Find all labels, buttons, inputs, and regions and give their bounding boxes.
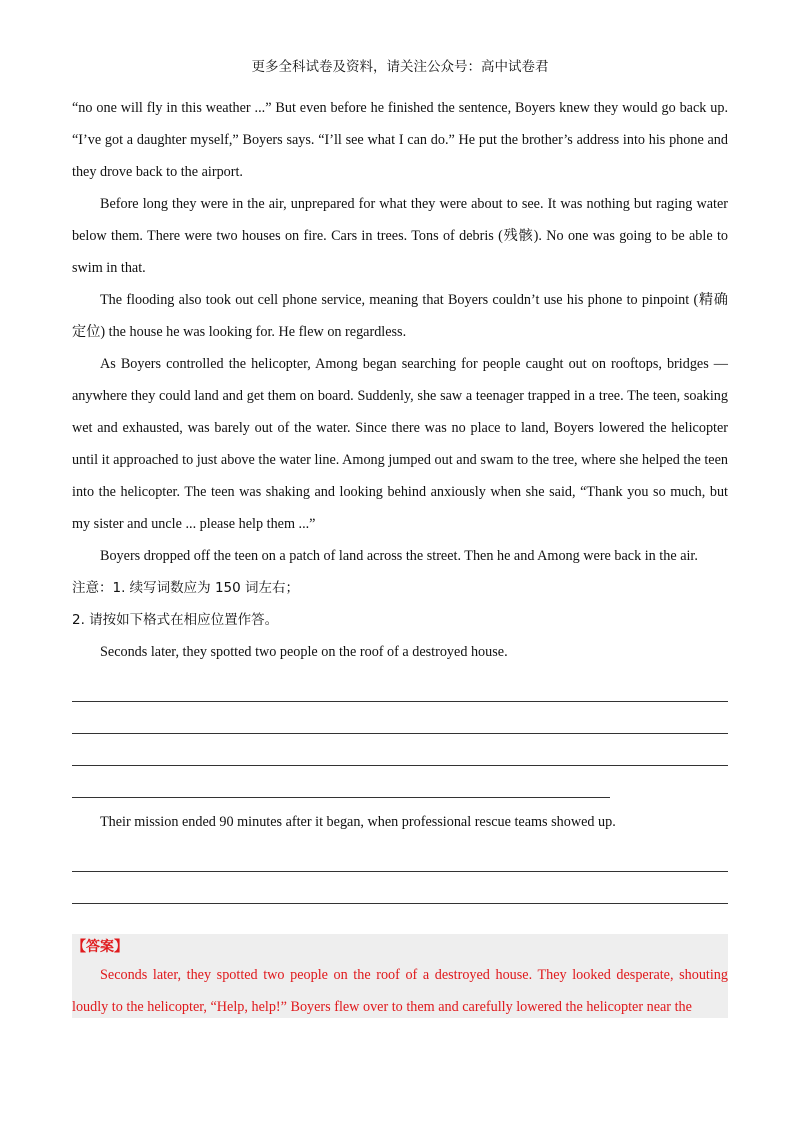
passage-paragraph-5: Boyers dropped off the teen on a patch of land across the street. Then he and Among were back in the air. bbox=[100, 548, 698, 564]
writing-line[interactable] bbox=[72, 840, 728, 872]
passage-paragraph-3: The flooding also took out cell phone service, meaning that Boyers couldn’t use his phone to pinpoint (精确定位) the house he was looking for. He flew on regardless. bbox=[72, 292, 728, 340]
answer-box bbox=[72, 934, 728, 1018]
writing-line[interactable] bbox=[72, 702, 728, 734]
writing-line[interactable] bbox=[72, 904, 728, 936]
note-format: 2. 请按如下格式在相应位置作答。 bbox=[72, 612, 279, 628]
writing-lines-1 bbox=[72, 670, 728, 798]
passage-paragraph-4: As Boyers controlled the helicopter, Among began searching for people caught out on rooftops, bridges — anywhere they could land and get them on board. Suddenly, she saw a teenager trapped in a tree. The teen, soaking wet and exhausted, was barely out of the water. Since there was no place to land, Boyers lowered the helicopter until it approached to just above the water line. Among jumped out and swam to the tree, where she helped the teen into the helicopter. The teen was shaking and looking behind anxiously when she said, “Thank you so much, but my sister and uncle ... please help them ...” bbox=[72, 356, 728, 532]
passage-paragraph-1: “no one will fly in this weather ...” But even before he finished the sentence, Boyers knew they would go back up. “I’ve got a daughter myself,” Boyers says. “I’ll see what I can do.” He put the brother’s address into his phone and they drove back to the airport. bbox=[72, 100, 728, 180]
writing-line[interactable] bbox=[72, 734, 728, 766]
writing-line[interactable] bbox=[72, 766, 610, 798]
note-word-count: 注意：1. 续写词数应为 150 词左右； bbox=[72, 580, 300, 596]
continuation-prompt-1: Seconds later, they spotted two people on the roof of a destroyed house. bbox=[100, 644, 508, 660]
writing-line[interactable] bbox=[72, 670, 728, 702]
answer-label: 【答案】 bbox=[72, 939, 128, 955]
page-header: 更多全科试卷及资料，请关注公众号：高中试卷君 bbox=[251, 59, 549, 75]
continuation-prompt-2: Their mission ended 90 minutes after it began, when professional rescue teams showed up. bbox=[100, 814, 616, 830]
writing-line[interactable] bbox=[72, 872, 728, 904]
answer-text: Seconds later, they spotted two people on the roof of a destroyed house. They looked desperate, shouting loudly to the helicopter, “Help, help!” Boyers flew over to them and carefully lowered the helicopter near the bbox=[72, 967, 728, 1015]
passage-paragraph-2: Before long they were in the air, unprepared for what they were about to see. It was nothing but raging water below them. There were two houses on fire. Cars in trees. Tons of debris (残骸). No one was going to be able to swim in that. bbox=[72, 196, 728, 276]
passage-content bbox=[72, 92, 728, 968]
